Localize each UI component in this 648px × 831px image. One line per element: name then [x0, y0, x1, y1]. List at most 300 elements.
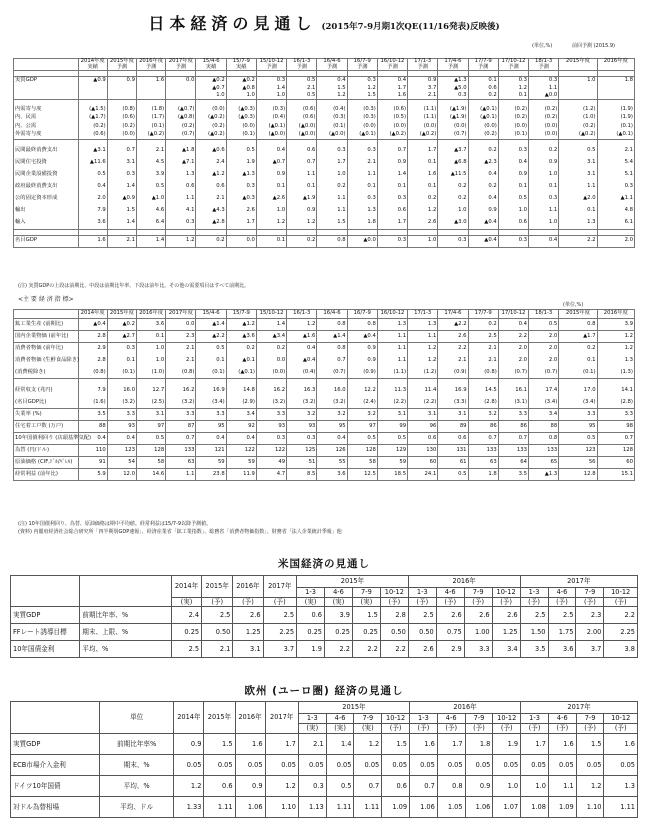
- row-label: 住宅着工戸数 (万戸): [14, 421, 79, 433]
- status-label: (予): [437, 724, 465, 734]
- status-label: (予): [492, 598, 520, 607]
- status-label: (実): [298, 724, 326, 734]
- table-cell: 1.00: [464, 624, 492, 641]
- table-cell: 3.3: [464, 641, 492, 658]
- table-cell: 0.05: [326, 755, 354, 776]
- quarter-header: 10-12: [493, 714, 521, 724]
- status-label: (予): [380, 598, 408, 607]
- table-cell: 1.9: [297, 641, 325, 658]
- table-row: [14, 85, 635, 92]
- table-cell: 0.4: [107, 433, 136, 445]
- table-cell: (0.2): [468, 131, 498, 140]
- table-cell: 1.4: [107, 217, 136, 229]
- table-cell: (2.2): [377, 397, 407, 409]
- column-subheader: 予測: [256, 65, 286, 71]
- unit-label: 平均、%: [80, 641, 172, 658]
- table-cell: 60: [408, 457, 438, 469]
- column-header: 16/4-6: [317, 310, 347, 319]
- table-cell: 1.6: [604, 734, 638, 755]
- table-cell: 2.6: [408, 217, 438, 229]
- table-cell: 0.6: [408, 433, 438, 445]
- table-cell: [559, 92, 597, 99]
- unit-label: (単位,%): [532, 43, 553, 49]
- table-cell: ▲2.6: [256, 193, 286, 205]
- table-cell: 0.1: [408, 157, 438, 169]
- row-label: 政府最終消費支出: [14, 181, 79, 193]
- table-cell: 97: [136, 421, 165, 433]
- table-cell: (2.5): [136, 397, 165, 409]
- row-label: 輸出: [14, 205, 79, 217]
- table-row: [14, 457, 635, 469]
- table-cell: 12.7: [136, 385, 165, 397]
- table-cell: (3.4): [529, 397, 559, 409]
- table-cell: 0.4: [468, 193, 498, 205]
- table-cell: 3.5: [498, 469, 528, 481]
- table-cell: (0.7): [529, 367, 559, 379]
- column-header: 15/10-12: [256, 310, 286, 319]
- table-cell: 88: [78, 421, 107, 433]
- table-cell: 0.50: [408, 624, 436, 641]
- table-cell: 0.3: [498, 77, 528, 86]
- table-cell: 0.9: [107, 77, 136, 86]
- row-label: 外需寄与度: [14, 131, 79, 140]
- table-cell: (0.2): [196, 122, 226, 131]
- table-cell: 3.1: [408, 409, 438, 421]
- table-cell: 0.05: [354, 755, 382, 776]
- table-row: [14, 319, 635, 331]
- table-cell: 0.3: [226, 181, 256, 193]
- table-cell: (▲0.1): [347, 131, 377, 140]
- status-label: (実): [352, 598, 380, 607]
- table-cell: 2.2: [325, 641, 353, 658]
- table-cell: 1.7: [226, 217, 256, 229]
- table-cell: (0.7): [166, 131, 196, 140]
- table-cell: 0.2: [438, 193, 468, 205]
- table-cell: 121: [196, 445, 226, 457]
- table-cell: 0.8: [347, 319, 377, 331]
- table-cell: 0.2: [468, 181, 498, 193]
- table-cell: 1.4: [107, 181, 136, 193]
- table-cell: 0.3: [107, 169, 136, 181]
- column-header: [14, 310, 79, 319]
- table-cell: (1.7): [136, 114, 165, 123]
- table-cell: 92: [226, 421, 256, 433]
- table-cell: 0.7: [287, 157, 317, 169]
- table-cell: 0.50: [380, 624, 408, 641]
- table-cell: [597, 92, 634, 99]
- year-group-header: 2017年: [521, 702, 638, 714]
- table-cell: ▲1.4: [317, 331, 347, 343]
- table-cell: 0.05: [437, 755, 465, 776]
- table-cell: (1.6): [78, 397, 107, 409]
- table-cell: 0.2: [438, 181, 468, 193]
- table-cell: 1.2: [408, 343, 438, 355]
- table-row: [11, 776, 638, 797]
- table-cell: 0.1: [498, 92, 528, 99]
- table-cell: 60: [597, 457, 634, 469]
- table-cell: (0.4): [317, 105, 347, 114]
- table-cell: (0.2): [529, 114, 559, 123]
- table-cell: 1.7: [317, 157, 347, 169]
- table-cell: 0.3: [347, 193, 377, 205]
- table-cell: (0.6): [78, 131, 107, 140]
- table-cell: 2.2: [559, 235, 597, 247]
- table-cell: 0.3: [347, 145, 377, 157]
- table-cell: (0.0): [529, 131, 559, 140]
- table-cell: 1.7: [377, 217, 407, 229]
- table-cell: 2.0: [529, 331, 559, 343]
- table-cell: 0.7: [107, 145, 136, 157]
- table-cell: ▲1.7: [559, 331, 597, 343]
- table-cell: (0.1): [136, 122, 165, 131]
- table-cell: 0.5: [226, 145, 256, 157]
- table-cell: 0.3: [166, 217, 196, 229]
- table-cell: 3.7: [408, 85, 438, 92]
- table-row: [11, 641, 638, 658]
- table-cell: 0.05: [235, 755, 265, 776]
- table-cell: 1.1: [166, 193, 196, 205]
- unit-header: 単位: [99, 702, 173, 734]
- table-cell: 0.3: [317, 145, 347, 157]
- table-cell: 0.5: [377, 433, 407, 445]
- status-label: (予): [436, 598, 464, 607]
- table-cell: ▲0.2: [196, 77, 226, 86]
- table-cell: 0.3: [347, 77, 377, 86]
- column-header: 16/1-3: [287, 59, 317, 65]
- table-cell: 1.6: [548, 734, 576, 755]
- table-cell: (1.8): [136, 105, 165, 114]
- table-cell: 110: [78, 445, 107, 457]
- table-cell: 0.9: [174, 734, 204, 755]
- table-cell: (3.2): [107, 397, 136, 409]
- table-cell: 1.0: [226, 92, 256, 99]
- table-cell: 0.4: [317, 433, 347, 445]
- table-cell: ▲0.8: [226, 85, 256, 92]
- table-cell: ▲0.4: [287, 355, 317, 367]
- column-header: 2016年度: [597, 310, 634, 319]
- table-cell: 0.9: [256, 169, 286, 181]
- column-header: 2016年度: [136, 310, 165, 319]
- table-cell: 0.4: [287, 343, 317, 355]
- table-cell: 2.6: [436, 607, 464, 624]
- table-cell: 0.2: [559, 343, 597, 355]
- table-row: [11, 734, 638, 755]
- table-cell: (0.5): [377, 114, 407, 123]
- table-cell: 17.4: [529, 385, 559, 397]
- status-label: (予): [493, 724, 521, 734]
- quarter-header: 4-6: [436, 588, 464, 598]
- table-cell: 0.0: [256, 355, 286, 367]
- table-cell: (0.4): [287, 367, 317, 379]
- quarter-header: 4-6: [548, 714, 576, 724]
- table-cell: 1.6: [235, 734, 265, 755]
- table-cell: ▲3.1: [78, 145, 107, 157]
- table-cell: 1.1: [548, 776, 576, 797]
- table-cell: 0.4: [226, 433, 256, 445]
- table-cell: 1.4: [326, 734, 354, 755]
- table-row: [14, 105, 635, 114]
- table-cell: 1.6: [408, 169, 438, 181]
- table-cell: 6.1: [597, 217, 634, 229]
- table-cell: 63: [166, 457, 196, 469]
- table-cell: 3.6: [136, 319, 165, 331]
- table-cell: 0.05: [382, 755, 410, 776]
- table-cell: 0.1: [468, 77, 498, 86]
- table-cell: (2.2): [408, 397, 438, 409]
- table-cell: 1.5: [382, 734, 410, 755]
- table-cell: 0.4: [498, 157, 528, 169]
- table-cell: 3.1: [559, 169, 597, 181]
- column-subheader: 実績: [226, 65, 256, 71]
- table-cell: ▲0.2: [226, 77, 256, 86]
- table-cell: ▲0.4: [468, 217, 498, 229]
- year-header: 2016年: [233, 576, 263, 598]
- year-header: 2015年: [202, 576, 233, 598]
- row-label: 実質GDP: [11, 734, 100, 755]
- table-cell: 1.8: [347, 217, 377, 229]
- table-cell: 17.0: [559, 385, 597, 397]
- table-cell: 3.9: [325, 607, 353, 624]
- table-cell: 18.5: [377, 469, 407, 481]
- table-cell: 1.7: [521, 734, 549, 755]
- table-cell: 0.4: [317, 77, 347, 86]
- table-cell: 3.5: [520, 641, 548, 658]
- table-cell: ▲3.4: [256, 331, 286, 343]
- table-cell: 0.6: [297, 607, 325, 624]
- table-cell: 1.2: [317, 92, 347, 99]
- table-cell: 0.7: [166, 433, 196, 445]
- table-cell: 6.4: [136, 217, 165, 229]
- table-cell: (0.6): [377, 105, 407, 114]
- table-cell: 0.8: [317, 235, 347, 247]
- table-cell: 0.2: [226, 343, 256, 355]
- table-cell: 3.1: [107, 157, 136, 169]
- table-row: [14, 181, 635, 193]
- blank-header: [11, 576, 80, 607]
- table-cell: ▲2.2: [196, 331, 226, 343]
- table-cell: (0.0): [468, 122, 498, 131]
- table-cell: 0.9: [468, 205, 498, 217]
- table-cell: 126: [317, 445, 347, 457]
- table-cell: [597, 85, 634, 92]
- table-cell: 16.0: [317, 385, 347, 397]
- table-cell: ▲0.9: [107, 193, 136, 205]
- table-cell: 0.25: [297, 624, 325, 641]
- table-cell: 0.05: [521, 755, 549, 776]
- table-cell: 0.05: [493, 755, 521, 776]
- table-row: [14, 205, 635, 217]
- column-header: 16/4-6: [317, 59, 347, 65]
- unit-label: 前期比年率、%: [80, 607, 172, 624]
- table-cell: 0.2: [468, 92, 498, 99]
- table-cell: 0.05: [174, 755, 204, 776]
- key-indicators-label: <主 要 経 済 指 標>: [18, 296, 74, 303]
- table-cell: 14.1: [597, 385, 634, 397]
- table-cell: 1.25: [233, 624, 263, 641]
- table-cell: 16.9: [196, 385, 226, 397]
- table-cell: 2.6: [492, 607, 520, 624]
- table-cell: 0.5: [78, 169, 107, 181]
- table-row: [14, 193, 635, 205]
- table-cell: (0.3): [347, 105, 377, 114]
- table-cell: 128: [597, 445, 634, 457]
- table-cell: 2.0: [597, 235, 634, 247]
- table-cell: 3.3: [498, 409, 528, 421]
- table-row: [14, 131, 635, 140]
- table-cell: ▲1.3: [226, 169, 256, 181]
- table-cell: (▲0.1): [468, 114, 498, 123]
- status-label: (予): [604, 598, 638, 607]
- table-cell: ▲0.4: [468, 235, 498, 247]
- quarter-header: 4-6: [437, 714, 465, 724]
- table-cell: 4.8: [597, 205, 634, 217]
- table-cell: 0.2: [529, 145, 559, 157]
- row-label: 公的固定資本形成: [14, 193, 79, 205]
- year-header: 2014年: [171, 576, 201, 598]
- table-cell: ▲0.4: [347, 331, 377, 343]
- status-label: (予): [520, 598, 548, 607]
- status-label: (実): [325, 598, 353, 607]
- table-cell: ▲6.8: [438, 157, 468, 169]
- table-cell: 1.7: [377, 85, 407, 92]
- table-cell: 3.2: [468, 409, 498, 421]
- table-cell: (3.2): [166, 397, 196, 409]
- table-cell: ▲1.8: [166, 145, 196, 157]
- eu-section-title: 欧州 (ユーロ圏) 経済の見通し: [244, 685, 404, 697]
- column-subheader: 予測: [529, 65, 559, 71]
- column-header: 2014年度: [78, 59, 107, 65]
- table-cell: 1.5: [576, 734, 604, 755]
- table-cell: (3.1): [498, 397, 528, 409]
- table-cell: (1.2): [559, 105, 597, 114]
- table-cell: 2.6: [226, 205, 256, 217]
- column-subheader: 予測: [317, 65, 347, 71]
- table-cell: ▲0.1: [226, 355, 256, 367]
- table-cell: 1.1: [287, 169, 317, 181]
- table-cell: (▲1.9): [438, 114, 468, 123]
- table-cell: 0.75: [436, 624, 464, 641]
- table-cell: 122: [226, 445, 256, 457]
- row-label: 失業率 (%): [14, 409, 79, 421]
- table-row: [14, 421, 635, 433]
- status-label: (実): [326, 724, 354, 734]
- table-cell: 0.2: [196, 235, 226, 247]
- table-cell: 3.2: [317, 409, 347, 421]
- table-cell: 129: [377, 445, 407, 457]
- table-cell: 2.1: [136, 145, 165, 157]
- table-cell: 0.3: [287, 433, 317, 445]
- table-cell: 93: [287, 421, 317, 433]
- table-cell: (▲0.7): [166, 105, 196, 114]
- quarter-header: 1-3: [521, 714, 549, 724]
- table-cell: 54: [107, 457, 136, 469]
- table-cell: 0.3: [256, 433, 286, 445]
- table-cell: ▲1.3: [529, 469, 559, 481]
- row-label: ECB市場介入金利: [11, 755, 100, 776]
- row-label: FFレート誘導目標: [11, 624, 80, 641]
- table-cell: ▲1.9: [287, 193, 317, 205]
- table-cell: 1.4: [256, 319, 286, 331]
- table-cell: 0.4: [377, 77, 407, 86]
- eu-forecast-table: [10, 701, 638, 818]
- table-cell: 1.8: [468, 469, 498, 481]
- table-cell: 3.3: [107, 409, 136, 421]
- column-header: 2016年度: [136, 59, 165, 65]
- row-label: 10年国債利回り (店頭基準気配): [14, 433, 79, 445]
- table-row: [14, 433, 635, 445]
- table-cell: 1.2: [256, 217, 286, 229]
- table-cell: 1.1: [317, 205, 347, 217]
- column-header: 2017年度: [166, 59, 196, 65]
- table-cell: 0.05: [204, 755, 235, 776]
- column-subheader: 予測: [468, 65, 498, 71]
- table-cell: 2.0: [78, 193, 107, 205]
- blank-header: [11, 702, 100, 734]
- column-header: 2015年度: [559, 59, 597, 65]
- table-cell: 1.6: [78, 235, 107, 247]
- table-row: [14, 92, 635, 99]
- table-cell: 130: [408, 445, 438, 457]
- table-cell: 2.0: [498, 355, 528, 367]
- table-cell: 59: [196, 457, 226, 469]
- table-cell: 0.6: [498, 217, 528, 229]
- table-cell: (0.1): [597, 122, 634, 131]
- quarter-header: 4-6: [326, 714, 354, 724]
- table-cell: (0.0): [408, 122, 438, 131]
- table-cell: 0.05: [576, 755, 604, 776]
- status-label: (予): [410, 724, 438, 734]
- table-cell: 0.1: [377, 181, 407, 193]
- table-cell: (▲0.0): [287, 122, 317, 131]
- table-row: [14, 169, 635, 181]
- table-cell: 0.6: [204, 776, 235, 797]
- status-label: (予): [202, 598, 233, 607]
- table-cell: 1.2: [287, 319, 317, 331]
- column-header: 17/7-9: [468, 59, 498, 65]
- table-cell: 133: [498, 445, 528, 457]
- row-label: 国内企業物価 (前年比): [14, 331, 79, 343]
- us-section-title: 米国経済の見通し: [278, 558, 370, 570]
- quarter-header: 1-3: [410, 714, 438, 724]
- table-cell: 1.0: [438, 205, 468, 217]
- table-cell: 1.1: [317, 193, 347, 205]
- table-cell: ▲11.5: [438, 169, 468, 181]
- column-subheader: 予測: [347, 65, 377, 71]
- quarter-header: 7-9: [352, 588, 380, 598]
- table-cell: 0.9: [377, 157, 407, 169]
- table-cell: 1.33: [174, 797, 204, 818]
- previous-forecast-label: 前回予測 (2015.9): [572, 43, 615, 49]
- table-cell: 1.13: [298, 797, 326, 818]
- table-cell: (▲0.2): [136, 131, 165, 140]
- table-cell: 0.5: [287, 92, 317, 99]
- table-cell: 0.1: [196, 355, 226, 367]
- table-cell: 1.3: [377, 319, 407, 331]
- status-label: (予): [576, 598, 604, 607]
- row-label: 民間住宅投資: [14, 157, 79, 169]
- table-cell: 1.1: [559, 181, 597, 193]
- table-cell: 0.8: [529, 433, 559, 445]
- table1-note: (注) 実質GDPの上段は前期比、中段は前期比年率、下段は前年比。その他の需要項目はすべて前期比。: [18, 283, 250, 289]
- table-cell: ▲0.7: [196, 85, 226, 92]
- table-cell: (0.0): [347, 122, 377, 131]
- column-subheader: 予測: [166, 65, 196, 71]
- column-subheader: 実績: [78, 65, 107, 71]
- quarter-header: 7-9: [465, 714, 493, 724]
- table-cell: 0.7: [354, 776, 382, 797]
- quarter-header: 10-12: [492, 588, 520, 598]
- table-cell: 0.4: [529, 235, 559, 247]
